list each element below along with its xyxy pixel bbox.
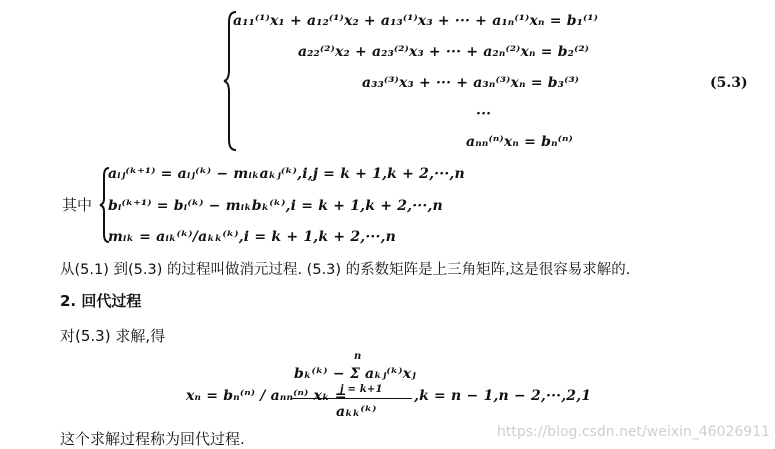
paragraph-elimination: 从(5.1) 到(5.3) 的过程叫做消元过程. (5.3) 的系数矩阵是上三角矩阵,这是很容易求解的. xyxy=(60,262,631,278)
where-row-a: aᵢⱼ⁽ᵏ⁺¹⁾ = aᵢⱼ⁽ᵏ⁾ − mᵢₖaₖⱼ⁽ᵏ⁾,i,j = k + 1,k + 2,···,n xyxy=(108,166,465,182)
where-row-m: mᵢₖ = aᵢₖ⁽ᵏ⁾/aₖₖ⁽ᵏ⁾,i = k + 1,k + 2,···,n xyxy=(108,229,397,245)
watermark-text: https://blog.csdn.net/weixin_46026911 xyxy=(497,424,771,440)
formula-denominator: aₖₖ⁽ᵏ⁾ xyxy=(336,404,377,420)
formula-range: ,k = n − 1,n − 2,···,2,1 xyxy=(414,388,592,404)
formula-sum-upper: n xyxy=(354,351,362,362)
system-row-3: a₃₃⁽³⁾x₃ + ··· + a₃ₙ⁽³⁾xₙ = b₃⁽³⁾ xyxy=(362,75,580,91)
system-row-2: a₂₂⁽²⁾x₂ + a₂₃⁽²⁾x₃ + ··· + a₂ₙ⁽²⁾xₙ = b₂⁽²⁾ xyxy=(298,44,590,60)
section-heading: 2. 回代过程 xyxy=(60,292,142,310)
formula-numerator: bₖ⁽ᵏ⁾ − Σ aₖⱼ⁽ᵏ⁾xⱼ xyxy=(294,366,416,382)
formula-sum-lower: j = k+1 xyxy=(340,384,383,395)
system-row-5: aₙₙ⁽ⁿ⁾xₙ = bₙ⁽ⁿ⁾ xyxy=(466,134,574,150)
system-brace xyxy=(222,10,240,152)
fraction-bar xyxy=(292,398,412,399)
closing-sentence: 这个求解过程称为回代过程. xyxy=(60,430,245,448)
formula-lhs: xₙ = bₙ⁽ⁿ⁾ / aₙₙ⁽ⁿ⁾ xₖ = xyxy=(186,388,347,404)
where-label: 其中 xyxy=(62,196,93,214)
equation-number: (5.3) xyxy=(710,75,748,91)
solve-intro: 对(5.3) 求解,得 xyxy=(60,327,166,345)
system-row-1: a₁₁⁽¹⁾x₁ + a₁₂⁽¹⁾x₂ + a₁₃⁽¹⁾x₃ + ··· + a₁ₙ⁽¹⁾xₙ = b₁⁽¹⁾ xyxy=(233,13,599,29)
system-row-dots: ··· xyxy=(476,106,492,122)
where-row-b: bᵢ⁽ᵏ⁺¹⁾ = bᵢ⁽ᵏ⁾ − mᵢₖbₖ⁽ᵏ⁾,i = k + 1,k + 2,···,n xyxy=(108,198,443,214)
